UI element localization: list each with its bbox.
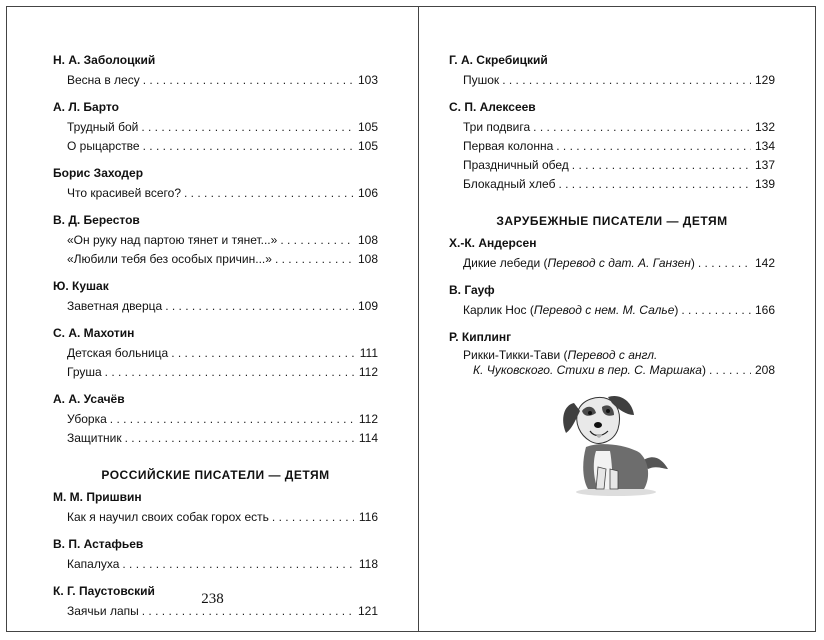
leader-dots [275, 250, 354, 269]
leader-dots [171, 344, 354, 363]
author-berestov: В. Д. Берестов [53, 213, 140, 227]
author-skrebitsky: Г. А. Скребицкий [449, 53, 548, 67]
page-fold [418, 7, 419, 631]
entry-title: Заветная дверца [67, 299, 163, 313]
entry-page: 142 [754, 256, 775, 270]
leader-dots [122, 555, 354, 574]
leader-dots [165, 297, 354, 316]
entry-title: Груша [67, 365, 102, 379]
paren-close: ) [690, 256, 695, 270]
leader-dots [709, 363, 751, 378]
leader-dots [558, 175, 751, 194]
entry-page: 106 [357, 186, 378, 200]
entry-title: Капалуха [67, 557, 120, 571]
leader-dots [572, 156, 751, 175]
right-page-contents [449, 53, 775, 380]
entry-title: Как я научил своих собак горох есть [67, 510, 269, 524]
entry-title [463, 254, 695, 273]
entry-title: Заячьи лапы [67, 604, 139, 618]
toc-entry[interactable] [449, 156, 775, 175]
toc-entry[interactable] [53, 508, 378, 527]
author-paustovsky: К. Г. Паустовский [53, 584, 155, 598]
toc-entry[interactable] [53, 429, 378, 448]
entry-page: 139 [754, 177, 775, 191]
toc-entry[interactable] [53, 344, 378, 363]
entry-page: 112 [358, 365, 378, 379]
section-title-russian-writers: РОССИЙСКИЕ ПИСАТЕЛИ — ДЕТЯМ [101, 468, 330, 482]
entry-page: 137 [754, 158, 775, 172]
entry-line-2 [463, 363, 775, 378]
leader-dots [681, 301, 751, 320]
entry-page: 111 [359, 346, 378, 360]
entry-page: 121 [357, 604, 378, 618]
author-makhotin: С. А. Махотин [53, 326, 135, 340]
entry-page: 105 [357, 120, 378, 134]
leader-dots [143, 71, 354, 90]
author-astafiev: В. П. Астафьев [53, 537, 144, 551]
toc-entry[interactable] [53, 231, 378, 250]
entry-title: «Он руку над партою тянет и тянет...» [67, 233, 278, 247]
leader-dots [698, 254, 751, 273]
entry-title: Пушок [463, 73, 500, 87]
entry-title: Блокадный хлеб [463, 177, 556, 191]
leader-dots [125, 429, 354, 448]
entry-title: Уборка [67, 412, 107, 426]
entry-title-text: Карлик Нос [463, 303, 527, 317]
author-zakhoder: Борис Заходер [53, 166, 144, 180]
paren-open: ( [563, 348, 568, 362]
entry-title [473, 363, 706, 378]
book-spread [6, 6, 816, 632]
toc-entry[interactable] [53, 297, 378, 316]
toc-entry[interactable] [449, 118, 775, 137]
paren-close: ) [674, 303, 679, 317]
translation-note: Перевод с нем. М. Салье [533, 303, 675, 317]
author-usachev: А. А. Усачёв [53, 392, 125, 406]
entry-page: 208 [754, 363, 775, 377]
toc-entry[interactable] [449, 301, 775, 320]
toc-entry[interactable] [53, 118, 378, 137]
leader-dots [502, 71, 751, 90]
entry-title [463, 301, 678, 320]
toc-entry[interactable] [449, 348, 775, 378]
leader-dots [280, 231, 354, 250]
entry-page: 108 [357, 252, 378, 266]
left-page-contents [53, 53, 378, 621]
entry-page: 134 [754, 139, 775, 153]
translation-note: Перевод с дат. А. Ганзен [547, 256, 691, 270]
entry-page: 132 [754, 120, 775, 134]
toc-entry[interactable] [53, 250, 378, 269]
leader-dots [105, 363, 354, 382]
paren-open: ( [529, 303, 534, 317]
entry-page: 103 [357, 73, 378, 87]
entry-page: 166 [754, 303, 775, 317]
paren-open: ( [543, 256, 548, 270]
entry-page: 109 [357, 299, 378, 313]
section-title-foreign-writers: ЗАРУБЕЖНЫЕ ПИСАТЕЛИ — ДЕТЯМ [496, 214, 728, 228]
entry-title: Детская больница [67, 346, 169, 360]
toc-entry[interactable] [53, 410, 378, 429]
leader-dots [533, 118, 751, 137]
entry-title: Три подвига [463, 120, 531, 134]
author-zabolotsky: Н. А. Заболоцкий [53, 53, 156, 67]
author-prishvin: М. М. Пришвин [53, 490, 142, 504]
toc-entry[interactable] [53, 71, 378, 90]
leader-dots [556, 137, 751, 156]
leader-dots [272, 508, 354, 527]
translation-note-line-2: К. Чуковского. Стихи в пер. С. Маршака [473, 363, 702, 377]
entry-page: 105 [357, 139, 378, 153]
author-hauff: В. Гауф [449, 283, 495, 297]
author-barto: А. Л. Барто [53, 100, 119, 114]
entry-title-text: Рикки-Тикки-Тави [463, 348, 561, 362]
leader-dots [141, 118, 354, 137]
author-kipling: Р. Киплинг [449, 330, 512, 344]
leader-dots [110, 410, 354, 429]
author-kushak: Ю. Кушак [53, 279, 109, 293]
entry-title-text: Дикие лебеди [463, 256, 541, 270]
leader-dots [143, 137, 354, 156]
toc-entry[interactable] [449, 175, 775, 194]
entry-title: Весна в лесу [67, 73, 140, 87]
entry-title: Праздничный обед [463, 158, 569, 172]
entry-title: Трудный бой [67, 120, 139, 134]
leader-dots [184, 184, 354, 203]
toc-entry[interactable] [53, 137, 378, 156]
author-andersen: Х.-К. Андерсен [449, 236, 537, 250]
entry-line-1 [463, 348, 775, 363]
entry-title: Первая колонна [463, 139, 554, 153]
entry-page: 114 [358, 431, 378, 445]
entry-page: 108 [357, 233, 378, 247]
toc-entry[interactable] [53, 363, 378, 382]
paren-close: ) [701, 363, 706, 377]
entry-page: 116 [358, 510, 378, 524]
translation-note-line-1: Перевод с англ. [567, 348, 658, 362]
entry-title: Что красивей всего? [67, 186, 181, 200]
toc-entry[interactable] [449, 71, 775, 90]
toc-entry[interactable] [449, 254, 775, 273]
toc-entry[interactable] [53, 555, 378, 574]
page-number: 238 [201, 591, 224, 607]
entry-title: «Любили тебя без особых причин...» [67, 252, 272, 266]
entry-page: 129 [754, 73, 775, 87]
entry-title: Защитник [67, 431, 122, 445]
entry-page: 118 [358, 557, 378, 571]
entry-title: О рыцарстве [67, 139, 140, 153]
toc-entry[interactable] [449, 137, 775, 156]
toc-entry[interactable] [53, 184, 378, 203]
author-alekseev: С. П. Алексеев [449, 100, 536, 114]
dog-illustration-icon [552, 389, 680, 499]
entry-page: 112 [358, 412, 378, 426]
